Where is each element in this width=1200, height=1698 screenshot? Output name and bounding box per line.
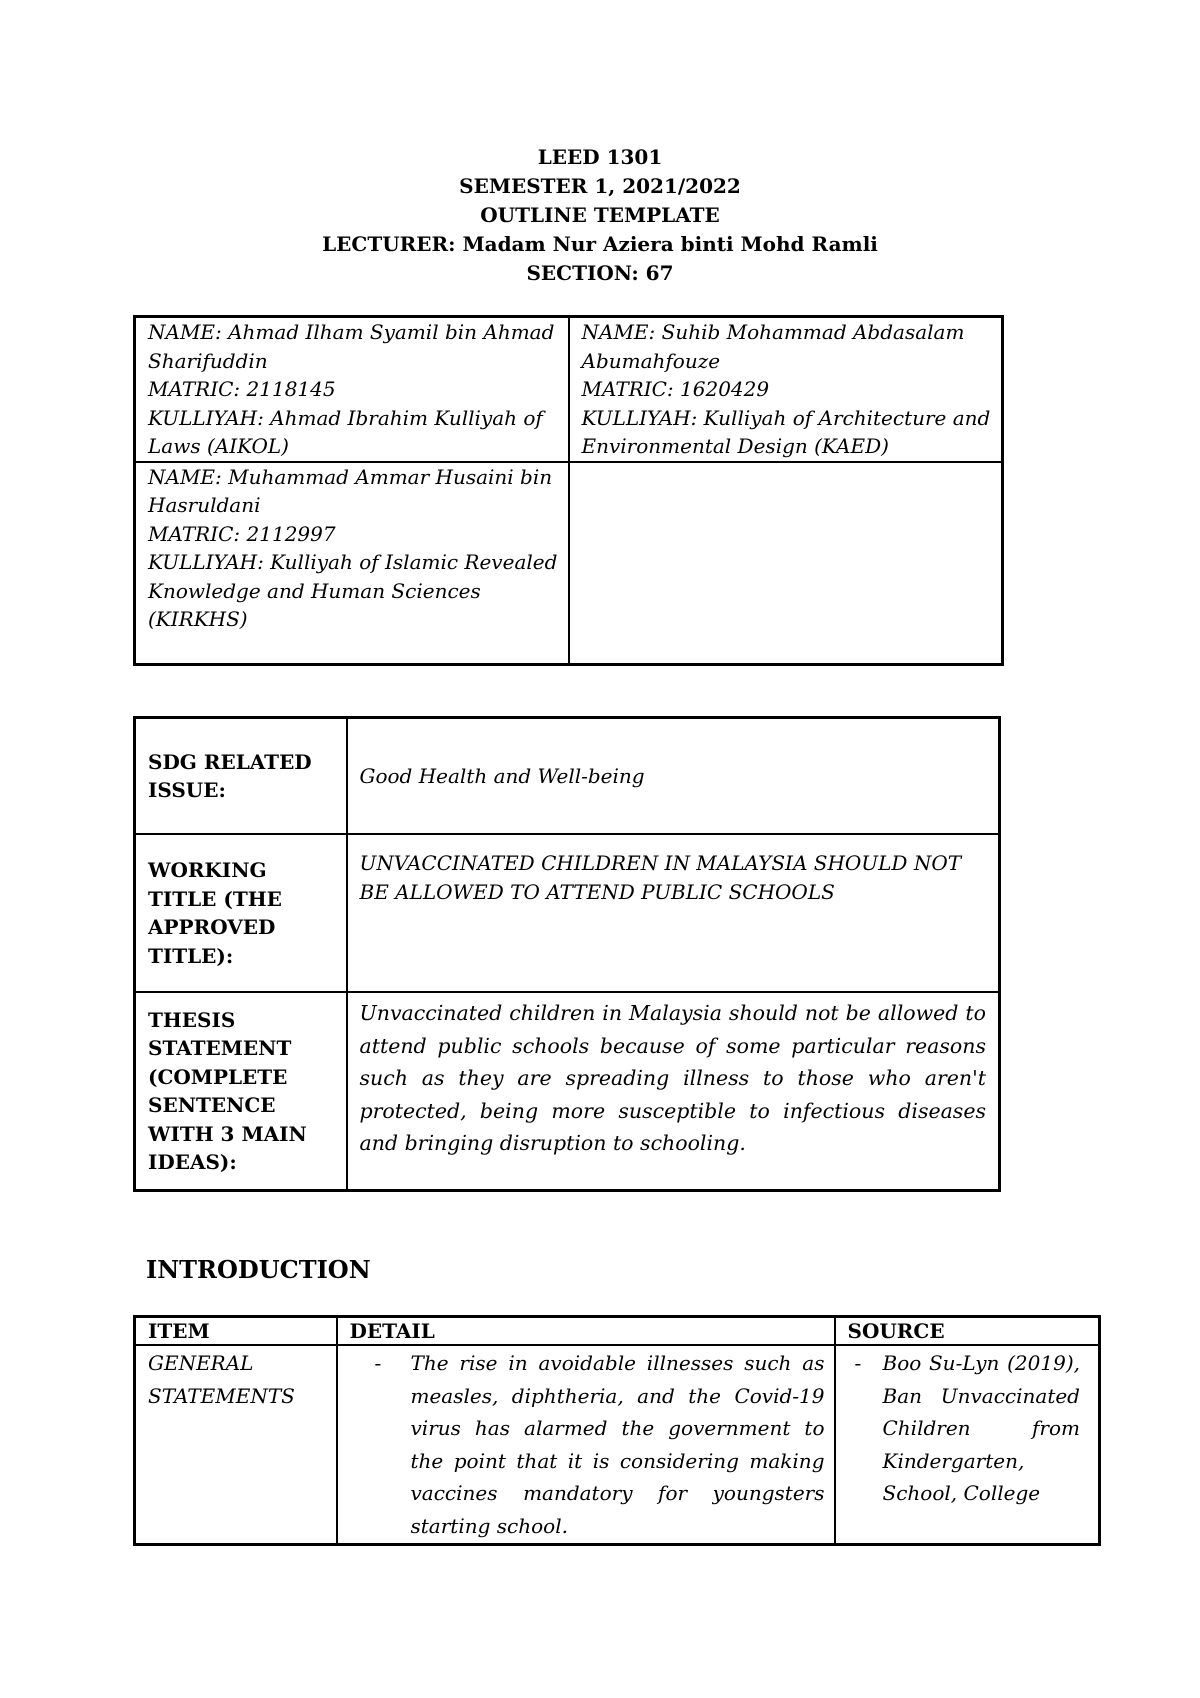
member-kulliyah: KULLIYAH: Kulliyah of Islamic Revealed Knowledge and Human Sciences (KIRKHS)	[148, 550, 558, 631]
member-name: NAME: Ahmad Ilham Syamil bin Ahmad Sharifuddin	[148, 320, 555, 373]
source-text: Boo Su-Lyn (2019), Ban Unvaccinated Children from Kindergarten, School, College	[882, 1351, 1080, 1505]
column-header-source: SOURCE	[835, 1317, 1100, 1346]
detail-text: The rise in avoidable illnesses such as measles, diphtheria, and the Covid-19 virus has alarmed the government to the point that it is considering making vaccines mandatory for youngsters starting school.	[410, 1351, 825, 1538]
item-cell: GENERAL STATEMENTS	[135, 1345, 337, 1545]
table-header-row	[135, 1317, 1100, 1346]
table-row	[135, 1345, 1100, 1545]
semester: SEMESTER 1, 2021/2022	[459, 174, 741, 198]
member-name: NAME: Muhammad Ammar Husaini bin Hasruldani	[148, 464, 553, 517]
member-kulliyah: KULLIYAH: Kulliyah of Architecture and Environmental Design (KAED)	[581, 405, 991, 458]
introduction-heading: INTRODUCTION	[146, 1255, 371, 1284]
member-matric: MATRIC: 1620429	[581, 377, 770, 401]
section: SECTION: 67	[526, 261, 674, 285]
introduction-table	[133, 1315, 1101, 1546]
sdg-table	[133, 716, 1001, 1192]
working-title-value: UNVACCINATED CHILDREN IN MALAYSIA SHOULD NOT BE ALLOWED TO ATTEND PUBLIC SCHOOLS	[347, 834, 1000, 992]
document-header	[0, 143, 1200, 288]
source-bullet	[837, 1347, 1089, 1510]
member-cell	[569, 317, 1003, 462]
member-cell	[135, 317, 569, 462]
detail-cell	[337, 1345, 835, 1545]
member-kulliyah: KULLIYAH: Ahmad Ibrahim Kulliyah of Laws (AIKOL)	[148, 405, 543, 458]
member-matric: MATRIC: 2112997	[148, 521, 336, 546]
course-code: LEED 1301	[537, 145, 663, 169]
member-matric: MATRIC: 2118145	[148, 377, 336, 401]
bullet-dash: -	[854, 1351, 862, 1375]
lecturer: LECTURER: Madam Nur Aziera binti Mohd Ramli	[322, 232, 878, 256]
working-title-label: WORKING TITLE (THE APPROVED TITLE):	[135, 834, 347, 992]
member-cell	[135, 462, 569, 665]
column-header-item: ITEM	[135, 1317, 337, 1346]
bullet-dash: -	[374, 1351, 382, 1375]
source-cell	[835, 1345, 1100, 1545]
sdg-row	[135, 992, 1000, 1191]
sdg-row	[135, 834, 1000, 992]
template-title: OUTLINE TEMPLATE	[480, 203, 720, 227]
sdg-issue-label: SDG RELATED ISSUE:	[135, 718, 347, 835]
column-header-detail: DETAIL	[337, 1317, 835, 1346]
sdg-issue-value: Good Health and Well-being	[347, 718, 1000, 835]
members-row	[135, 462, 1003, 665]
member-cell-empty	[569, 462, 1003, 665]
thesis-statement-value: Unvaccinated children in Malaysia should not be allowed to attend public schools because of some particular reasons such as they are spreading illness to those who aren't protected, being more susceptible to infectious diseases and bringing disruption to schooling.	[347, 992, 1000, 1191]
member-name: NAME: Suhib Mohammad Abdasalam Abumahfouze	[581, 320, 965, 373]
members-table	[133, 315, 1004, 666]
members-row	[135, 317, 1003, 462]
thesis-statement-label: THESIS STATEMENT (COMPLETE SENTENCE WITH 3 MAIN IDEAS):	[135, 992, 347, 1191]
detail-bullet	[339, 1347, 833, 1542]
sdg-row	[135, 718, 1000, 835]
